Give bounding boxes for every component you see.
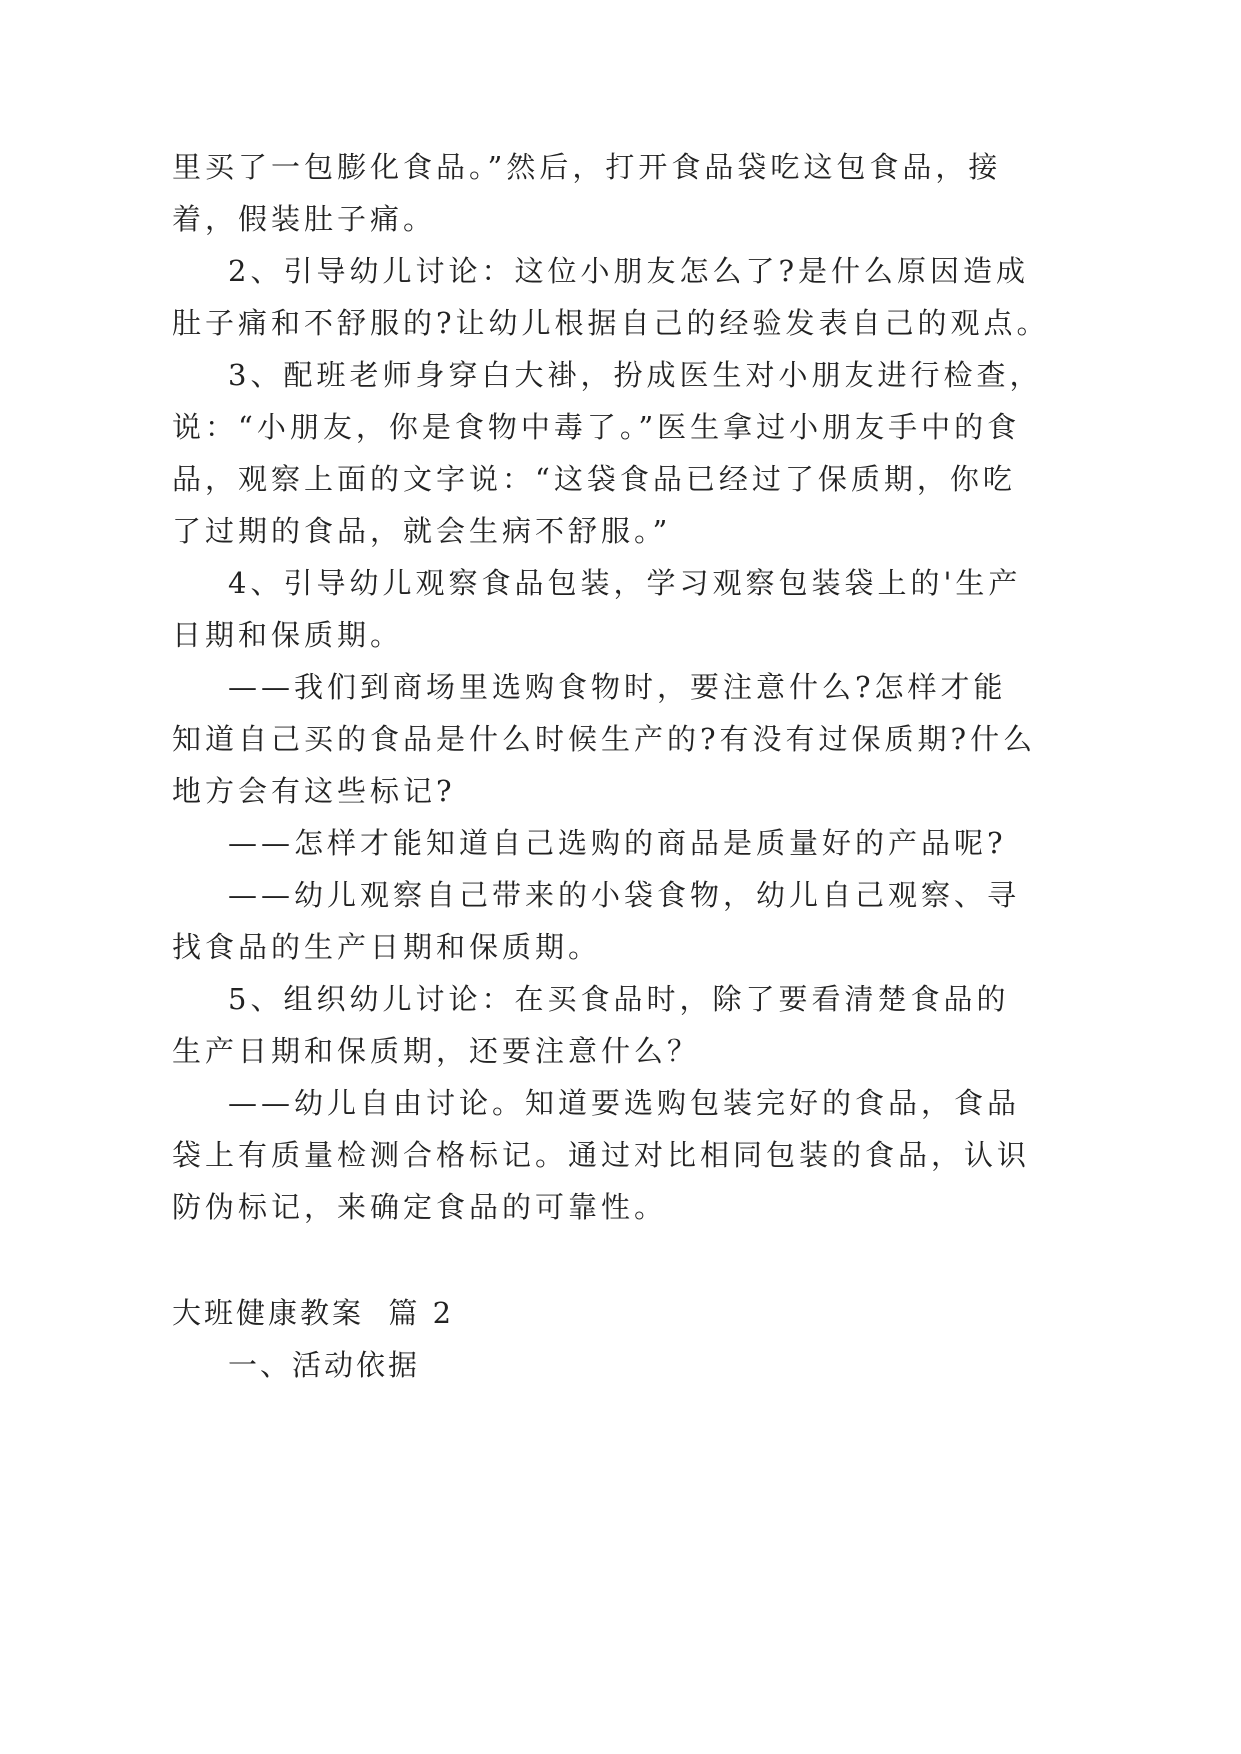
subheading: 一、活动依据 [228,1348,421,1382]
paragraph-line: ——怎样才能知道自己选购的商品是质量好的产品呢? [228,826,1007,860]
paragraph-line: 防伪标记，来确定食品的可靠性。 [172,1190,668,1224]
paragraph-line: 找食品的生产日期和保质期。 [172,930,602,964]
paragraph-line: 了过期的食品，就会生病不舒服。” [172,514,672,548]
section-title: 大班健康教案 篇 2 [172,1296,455,1330]
paragraph-line: 4、引导幼儿观察食品包装，学习观察包装袋上的'生产 [228,566,1022,600]
paragraph-line: ——我们到商场里选购食物时，要注意什么?怎样才能 [228,670,1007,704]
paragraph-line: 5、组织幼儿讨论：在买食品时，除了要看清楚食品的 [228,982,1010,1016]
paragraph-line: 日期和保质期。 [172,618,404,652]
paragraph-line: 里买了一包膨化食品。”然后，打开食品袋吃这包食品，接 [172,150,1002,184]
paragraph-line: 着，假装肚子痛。 [172,202,437,236]
paragraph-line: 袋上有质量检测合格标记。通过对比相同包装的食品，认识 [172,1138,1031,1172]
paragraph-line: 生产日期和保质期，还要注意什么？ [172,1034,701,1068]
paragraph-line: ——幼儿自由讨论。知道要选购包装完好的食品，食品 [228,1086,1021,1120]
paragraph-line: 3、配班老师身穿白大褂，扮成医生对小朋友进行检查， [228,358,1043,392]
paragraph-line: 2、引导幼儿讨论：这位小朋友怎么了?是什么原因造成 [228,254,1029,288]
paragraph-line: 说：“小朋友，你是食物中毒了。”医生拿过小朋友手中的食 [172,410,1021,444]
paragraph-line: 地方会有这些标记? [172,774,456,808]
paragraph-line: 肚子痛和不舒服的?让幼儿根据自己的经验发表自己的观点。 [172,306,1050,340]
paragraph-line: ——幼儿观察自己带来的小袋食物，幼儿自己观察、寻 [228,878,1021,912]
paragraph-line: 品，观察上面的文字说：“这袋食品已经过了保质期，你吃 [172,462,1016,496]
paragraph-line: 知道自己买的食品是什么时候生产的?有没有过保质期?什么 [172,722,1037,756]
